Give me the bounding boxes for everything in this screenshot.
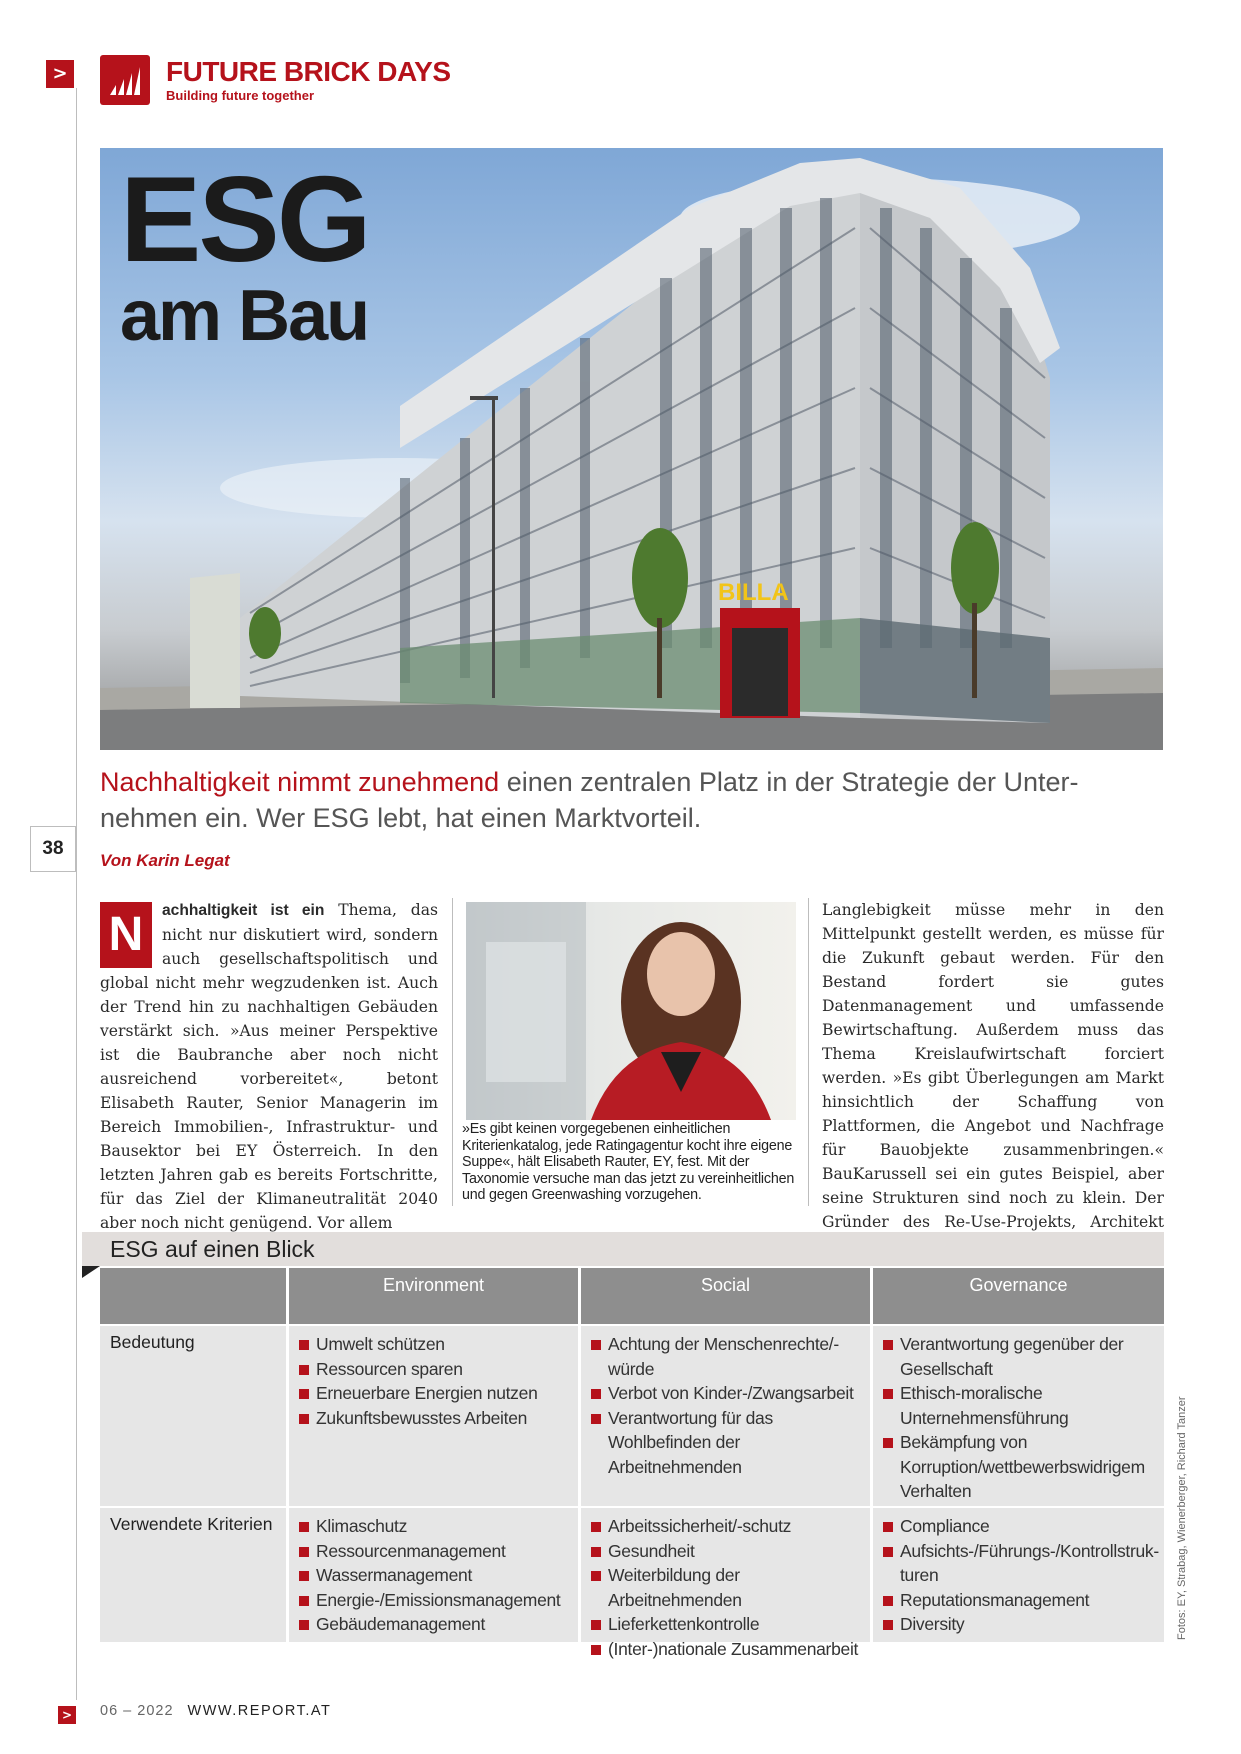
left-margin-rule: [76, 88, 77, 1700]
table-cell: [100, 1326, 286, 1506]
criteria-list: [298, 1514, 574, 1637]
brand-logo: [100, 55, 150, 105]
list-item: Arbeitssicherheit/-schutz: [590, 1514, 866, 1539]
section-arrow-icon: >: [46, 60, 74, 88]
portrait-photo: [466, 902, 796, 1120]
lead-in: achhaltigkeit ist ein: [162, 902, 325, 919]
hero-image: [100, 148, 1163, 750]
list-item: Ethisch-moralische Unternehmensführung: [882, 1381, 1158, 1430]
criteria-list: [298, 1332, 574, 1430]
website-link[interactable]: WWW.REPORT.AT: [187, 1703, 332, 1719]
list-item: Ressourcenmanagement: [298, 1539, 574, 1564]
article-column-1: [100, 898, 438, 1235]
list-item: Compliance: [882, 1514, 1158, 1539]
list-item: Wassermanagement: [298, 1563, 574, 1588]
footer-arrow-icon: >: [58, 1706, 76, 1724]
list-item: Aufsichts-/Führungs-/Kontrollstrukturen: [882, 1539, 1158, 1588]
byline: Von Karin Legat: [100, 851, 230, 870]
row-label: Bedeutung: [110, 1332, 195, 1352]
table-header: Environment: [289, 1268, 578, 1324]
list-item: Verantwortung gegenüber der Gesellschaft: [882, 1332, 1158, 1381]
article-column-3: Langlebigkeit müsse mehr in den Mittelpunkt gestellt werden, es müsse für die Zukunft gebaut werden. Für den Bestand fordert sie gutes Datenmanagement und umfassende Bewirtschaftung. Außerdem muss das Thema Kreislaufwirtschaft forciert werden. »Es gibt Überlegungen am Markt hinsichtlich der Schaffung von Plattformen, die Angebot und Nachfrage für Bauobjekte zusammenbringen.« BauKarussell sei ein gutes Beispiel, aber seine Strukturen sind noch zu klein. Der Gründer des Re-Use-Projekts, Architekt: [822, 901, 1164, 1231]
list-item: Achtung der Menschenrechte/-würde: [590, 1332, 866, 1381]
list-item: Erneuerbare Energien nutzen: [298, 1381, 574, 1406]
photo-caption: »Es gibt keinen vorgegebenen einheitlichen Kriterienkatalog, jede Ratingagentur kocht ihre eigene Suppe«, hält Elisabeth Rauter, EY, fest. Mit der Taxonomie versuche man das jetzt zu vereinheitlichen und gegen Greenwashing vorzugehen.: [462, 1121, 795, 1203]
table-title: ESG auf einen Blick: [110, 1236, 315, 1262]
list-item: Reputationsmanagement: [882, 1588, 1158, 1613]
brick-logo-icon: [100, 55, 150, 105]
list-item: Zukunftsbewusstes Arbeiten: [298, 1406, 574, 1431]
issue-date: 06 – 2022: [100, 1703, 174, 1719]
table-header-empty: [100, 1268, 286, 1324]
headline: ESG: [120, 151, 369, 287]
list-item: Gebäudemanagement: [298, 1612, 574, 1637]
criteria-list: [590, 1332, 866, 1479]
page-number: 38: [30, 826, 76, 872]
column-divider: [452, 898, 453, 1206]
brand-subtitle: Building future together: [166, 88, 315, 103]
table-header: Governance: [873, 1268, 1164, 1324]
list-item: (Inter-)nationale Zusammenarbeit: [590, 1637, 866, 1662]
list-item: Lieferkettenkontrolle: [590, 1612, 866, 1637]
list-item: Umwelt schützen: [298, 1332, 574, 1357]
portrait-illustration: [466, 902, 796, 1120]
drop-cap: N: [100, 902, 152, 968]
list-item: Weiterbildung der Arbeitnehmenden: [590, 1563, 866, 1612]
lead-text: einen zentralen Platz in der Strategie der Unternehmen ein. Wer ESG lebt, hat einen Marktvorteil.: [100, 767, 1079, 833]
headline-subtitle: am Bau: [120, 276, 369, 356]
column-divider: [808, 898, 809, 1206]
photo-credit: Fotos: EY, Strabag, Wienerberger, Richard Tanzer: [1176, 1396, 1188, 1640]
table-header: Social: [581, 1268, 870, 1324]
row-label: Verwendete Kriterien: [110, 1514, 273, 1534]
list-item: Verbot von Kinder-/Zwangsarbeit: [590, 1381, 866, 1406]
lead-highlight: Nachhaltigkeit nimmt zunehmend: [100, 767, 500, 797]
column-1-text: Thema, das nicht nur diskutiert wird, sondern auch gesellschaftspolitisch und global nicht mehr wegzudenken ist. Auch der Trend hin zu nachhaltigen Gebäuden verstärkt sich. »Aus meiner Perspektive ist die Baubranche aber noch nicht ausreichend vorbereitet«, betont Elisabeth Rauter, Senior Managerin im Bereich Immobilien-, Infrastruktur- und Bausektor bei EY Österreich. In den letzten Jahren gab es bereits Fortschritte, für das Ziel der Klimaneutralität 2040 aber noch nicht genügend. Vor allem: [100, 901, 438, 1232]
lead-paragraph: [100, 764, 1165, 836]
list-item: Gesundheit: [590, 1539, 866, 1564]
brand-title: FUTURE BRICK DAYS: [166, 56, 451, 87]
criteria-list: [590, 1514, 866, 1661]
list-item: Klimaschutz: [298, 1514, 574, 1539]
list-item: Energie-/Emissionsmanagement: [298, 1588, 574, 1613]
title-bar-corner: [82, 1266, 100, 1278]
criteria-list: [882, 1514, 1158, 1637]
billa-sign: BILLA: [718, 579, 789, 606]
criteria-list: [882, 1332, 1158, 1504]
list-item: Verantwortung für das Wohlbefinden der Arbeitnehmenden: [590, 1406, 866, 1480]
footer: [100, 1703, 331, 1719]
list-item: Ressourcen sparen: [298, 1357, 574, 1382]
list-item: Bekämpfung von Korruption/wettbewerbswidrigem Verhalten: [882, 1430, 1158, 1504]
list-item: Diversity: [882, 1612, 1158, 1637]
